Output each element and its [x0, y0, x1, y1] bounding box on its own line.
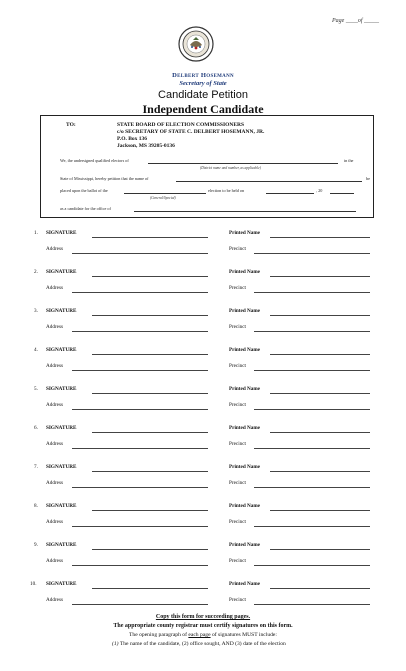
row-number: 2.: [34, 269, 38, 275]
printed-name-label: Printed Name: [229, 581, 260, 587]
precinct-label: Precinct: [229, 441, 246, 447]
requirements-text: The name of the candidate, (2) office sought, AND (3) date of the election: [119, 641, 286, 647]
election-type-hint: (General/Special): [150, 196, 176, 200]
candidate-name-field[interactable]: [176, 181, 362, 182]
precinct-field[interactable]: [254, 331, 370, 332]
row-number: 7.: [34, 464, 38, 470]
precinct-field[interactable]: [254, 292, 370, 293]
form-title: Candidate Petition: [158, 89, 248, 101]
row-number: 5.: [34, 386, 38, 392]
signature-field[interactable]: [92, 588, 208, 589]
address-label: Address: [46, 402, 64, 408]
election-held-text: election to be held on: [208, 188, 245, 193]
row-number: 9.: [34, 542, 38, 548]
address-label: Address: [46, 363, 64, 369]
address-field[interactable]: [72, 370, 208, 371]
addressee-line-3: P.O. Box 136: [117, 136, 148, 142]
opening-pre: The opening paragraph of: [129, 632, 189, 638]
precinct-label: Precinct: [229, 558, 246, 564]
election-date-field[interactable]: [266, 193, 314, 194]
row-number: 4.: [34, 347, 38, 353]
printed-name-field[interactable]: [270, 588, 370, 589]
address-label: Address: [46, 480, 64, 486]
printed-name-label: Printed Name: [229, 269, 260, 275]
address-field[interactable]: [72, 487, 208, 488]
signature-field[interactable]: [92, 393, 208, 394]
district-field[interactable]: [148, 163, 338, 164]
requirements-note: [112, 641, 286, 647]
precinct-label: Precinct: [229, 597, 246, 603]
precinct-label: Precinct: [229, 324, 246, 330]
signature-label: SIGNATURE: [46, 464, 77, 470]
printed-name-label: Printed Name: [229, 464, 260, 470]
election-year-field[interactable]: [330, 193, 354, 194]
signature-field[interactable]: [92, 354, 208, 355]
signature-field[interactable]: [92, 276, 208, 277]
signature-field[interactable]: [92, 549, 208, 550]
opening-note: [0, 632, 406, 638]
year-prefix-text: , 20: [316, 188, 323, 193]
signature-field[interactable]: [92, 471, 208, 472]
address-label: Address: [46, 285, 64, 291]
ballot-text: placed upon the ballot of the: [60, 188, 108, 193]
printed-name-label: Printed Name: [229, 425, 260, 431]
signature-label: SIGNATURE: [46, 230, 77, 236]
signature-field[interactable]: [92, 510, 208, 511]
official-name: Delbert Hosemann: [172, 72, 234, 79]
printed-name-field[interactable]: [270, 510, 370, 511]
state-seal-icon: [178, 26, 214, 62]
signature-label: SIGNATURE: [46, 269, 77, 275]
addressee-line-4: Jackson, MS 39205-0136: [117, 143, 175, 149]
printed-name-label: Printed Name: [229, 308, 260, 314]
requirement-number: (1): [112, 641, 119, 647]
signature-field[interactable]: [92, 237, 208, 238]
opening-post: of signatures MUST include:: [210, 632, 277, 638]
row-number: 3.: [34, 308, 38, 314]
address-field[interactable]: [72, 448, 208, 449]
election-type-field[interactable]: [124, 193, 206, 194]
petition-text: State of Mississippi, hereby petition that the name of: [60, 176, 149, 181]
signature-field[interactable]: [92, 315, 208, 316]
signature-label: SIGNATURE: [46, 425, 77, 431]
addressee-line-1: STATE BOARD OF ELECTION COMMISSIONERS: [117, 122, 245, 128]
row-number: 8.: [34, 503, 38, 509]
addressee-line-2: c/o SECRETARY OF STATE C. DELBERT HOSEMANN, JR.: [117, 129, 265, 135]
signature-label: SIGNATURE: [46, 386, 77, 392]
printed-name-field[interactable]: [270, 276, 370, 277]
printed-name-label: Printed Name: [229, 230, 260, 236]
electors-text: We, the undersigned qualified electors of: [60, 158, 129, 163]
address-field[interactable]: [72, 292, 208, 293]
district-hint: (District name and number, as applicable): [200, 166, 261, 170]
precinct-field[interactable]: [254, 487, 370, 488]
to-label: TO:: [66, 122, 76, 128]
signature-label: SIGNATURE: [46, 503, 77, 509]
precinct-label: Precinct: [229, 402, 246, 408]
address-field[interactable]: [72, 253, 208, 254]
precinct-field[interactable]: [254, 253, 370, 254]
address-field[interactable]: [72, 565, 208, 566]
precinct-label: Precinct: [229, 480, 246, 486]
address-field[interactable]: [72, 526, 208, 527]
address-field[interactable]: [72, 331, 208, 332]
address-field[interactable]: [72, 604, 208, 605]
printed-name-label: Printed Name: [229, 347, 260, 353]
page-number-label: Page ____of _____: [332, 18, 379, 24]
address-field[interactable]: [72, 409, 208, 410]
signature-label: SIGNATURE: [46, 347, 77, 353]
be-text: be: [366, 176, 370, 181]
row-number: 1.: [34, 230, 38, 236]
signature-label: SIGNATURE: [46, 308, 77, 314]
printed-name-field[interactable]: [270, 432, 370, 433]
precinct-field[interactable]: [254, 409, 370, 410]
address-label: Address: [46, 597, 64, 603]
signature-field[interactable]: [92, 432, 208, 433]
address-label: Address: [46, 324, 64, 330]
address-label: Address: [46, 246, 64, 252]
copy-note: Copy this form for succeeding pages.: [155, 614, 251, 620]
precinct-label: Precinct: [229, 285, 246, 291]
row-number: 10.: [30, 581, 37, 587]
printed-name-field[interactable]: [270, 354, 370, 355]
printed-name-label: Printed Name: [229, 542, 260, 548]
precinct-field[interactable]: [254, 565, 370, 566]
precinct-field[interactable]: [254, 448, 370, 449]
printed-name-field[interactable]: [270, 393, 370, 394]
address-label: Address: [46, 558, 64, 564]
printed-name-field[interactable]: [270, 315, 370, 316]
opening-underlined: each page: [188, 632, 211, 638]
signature-label: SIGNATURE: [46, 542, 77, 548]
certify-note: The appropriate county registrar must certify signatures on this form.: [113, 623, 293, 629]
office-text: as a candidate for the office of: [60, 206, 111, 211]
printed-name-field[interactable]: [270, 549, 370, 550]
signature-label: SIGNATURE: [46, 581, 77, 587]
address-label: Address: [46, 441, 64, 447]
precinct-field[interactable]: [254, 604, 370, 605]
form-subtitle: Independent Candidate: [142, 102, 264, 116]
precinct-field[interactable]: [254, 370, 370, 371]
office-sought-field[interactable]: [134, 211, 356, 212]
precinct-label: Precinct: [229, 363, 246, 369]
official-office: Secretary of State: [179, 80, 227, 87]
printed-name-label: Printed Name: [229, 386, 260, 392]
printed-name-field[interactable]: [270, 471, 370, 472]
precinct-label: Precinct: [229, 246, 246, 252]
precinct-field[interactable]: [254, 526, 370, 527]
printed-name-field[interactable]: [270, 237, 370, 238]
printed-name-label: Printed Name: [229, 503, 260, 509]
precinct-label: Precinct: [229, 519, 246, 525]
in-the-text: in the: [344, 158, 354, 163]
row-number: 6.: [34, 425, 38, 431]
address-label: Address: [46, 519, 64, 525]
